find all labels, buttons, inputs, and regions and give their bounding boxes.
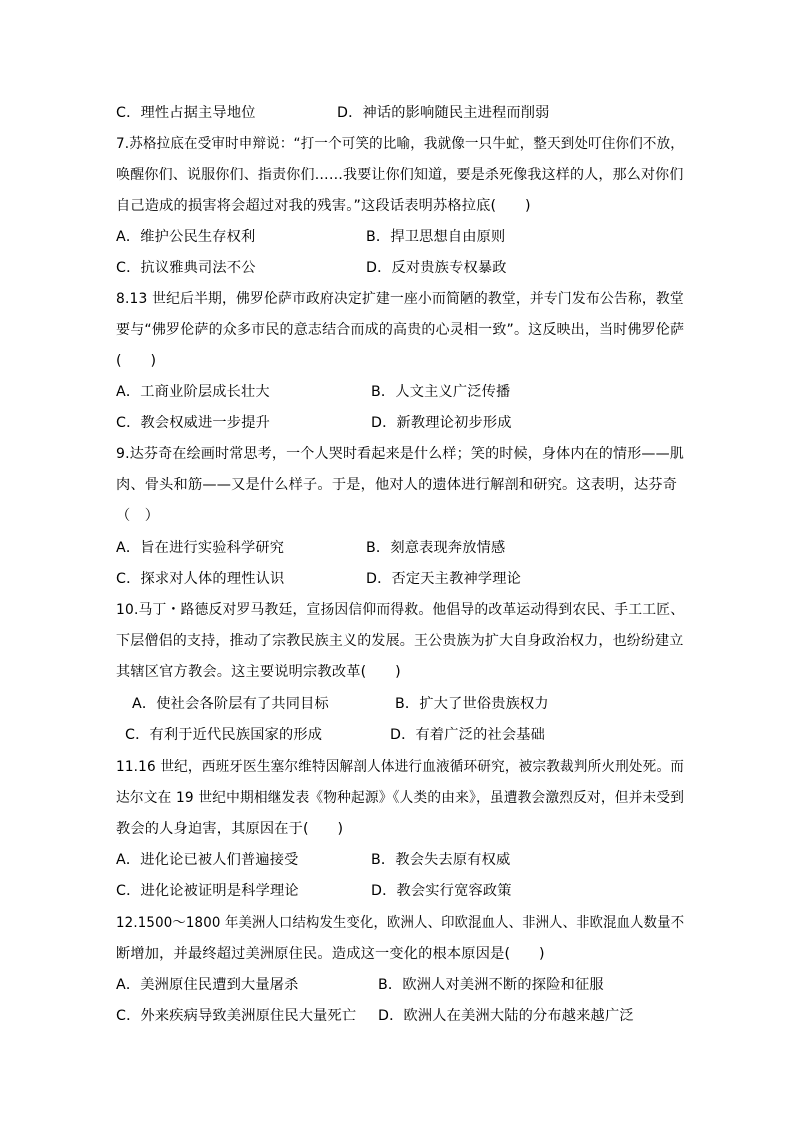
q8-option-d: D．新教理论初步形成 <box>371 415 512 431</box>
q10-option-b: B．扩大了世俗贵族权力 <box>395 696 549 712</box>
q8-option-b: B．人文主义广泛传播 <box>371 384 511 400</box>
q12-stem-line-2: 断增加，并最终超过美洲原住民。造成这一变化的根本原因是( ) <box>116 946 545 962</box>
q11-stem-line-2: 达尔文在 19 世纪中期相继发表《物种起源》《人类的由来》，虽遭教会激烈反对，但并未受到 <box>116 790 685 806</box>
q8-option-c: C．教会权威进一步提升 <box>116 415 270 431</box>
q8-option-a: A．工商业阶层成长壮大 <box>116 384 270 400</box>
q11-option-b: B．教会失去原有权威 <box>371 852 511 868</box>
q7-stem-line-2: 唤醒你们、说服你们、指责你们……我要让你们知道，要是杀死像我这样的人，那么对你们 <box>116 167 684 183</box>
q9-stem-line-2: 肉、骨头和筋——又是什么样子。于是，他对人的遗体进行解剖和研究。这表明，达芬奇 <box>116 477 678 493</box>
q6-option-c: C．理性占据主导地位 <box>116 105 256 121</box>
q9-stem-line-3: （ ） <box>116 508 160 524</box>
q11-option-a: A．进化论已被人们普遍接受 <box>116 852 299 868</box>
q7-option-d: D．反对贵族专权暴政 <box>366 260 507 276</box>
q9-option-b: B．刻意表现奔放情感 <box>366 540 506 556</box>
q9-option-c: C．探求对人体的理性认识 <box>116 571 285 587</box>
q10-option-d: D．有着广泛的社会基础 <box>390 727 546 743</box>
q10-stem-line-3: 其辖区官方教会。这主要说明宗教改革( ) <box>116 664 401 680</box>
q12-option-c: C．外来疾病导致美洲原住民大量死亡 <box>116 1008 357 1024</box>
q10-stem-line-1: 10.马丁・路德反对罗马教廷，宣扬因信仰而得救。他倡导的改革运动得到农民、手工工匠、 <box>116 602 685 618</box>
q8-stem-line-1: 8.13 世纪后半期，佛罗伦萨市政府决定扩建一座小而简陋的教堂，并专门发布公告称，教堂 <box>116 291 684 307</box>
q7-option-b: B．捍卫思想自由原则 <box>366 229 506 245</box>
q11-stem-line-3: 教会的人身迫害，其原因在于( ) <box>116 821 344 837</box>
q12-option-b: B．欧洲人对美洲不断的探险和征服 <box>378 977 604 993</box>
q10-stem-line-2: 下层僧侣的支持，推动了宗教民族主义的发展。王公贵族为扩大自身政治权力，也纷纷建立 <box>116 633 684 649</box>
q11-option-d: D．教会实行宽容政策 <box>371 883 512 899</box>
q10-option-c: C．有利于近代民族国家的形成 <box>125 727 323 743</box>
q9-option-d: D．否定天主教神学理论 <box>366 571 522 587</box>
q11-stem-line-1: 11.16 世纪，西班牙医生塞尔维特因解剖人体进行血液循环研究，被宗教裁判所火刑处死。而 <box>116 759 685 775</box>
q12-option-d: D．欧洲人在美洲大陆的分布越来越广泛 <box>378 1008 634 1024</box>
q8-stem-line-2: 要与“佛罗伦萨的众多市民的意志结合而成的高贵的心灵相一致”。这反映出，当时佛罗伦萨 <box>116 322 685 338</box>
q12-stem-line-1: 12.1500～1800 年美洲人口结构发生变化，欧洲人、印欧混血人、非洲人、非欧混血人数量不 <box>116 915 685 931</box>
q7-option-c: C．抗议雅典司法不公 <box>116 260 256 276</box>
q8-stem-line-3: ( ) <box>116 353 157 369</box>
q12-option-a: A．美洲原住民遭到大量屠杀 <box>116 977 299 993</box>
q9-option-a: A．旨在进行实验科学研究 <box>116 540 285 556</box>
q7-option-a: A．维护公民生存权利 <box>116 229 256 245</box>
q6-option-d: D．神话的影响随民主进程而削弱 <box>337 105 550 121</box>
q7-stem-line-1: 7.苏格拉底在受审时申辩说：“打一个可笑的比喻，我就像一只牛虻，整天到处叮住你们不放， <box>116 136 684 152</box>
q9-stem-line-1: 9.达芬奇在绘画时常思考，一个人哭时看起来是什么样；笑的时候，身体内在的情形——肌 <box>116 446 685 462</box>
q10-option-a: A．使社会各阶层有了共同目标 <box>132 696 329 712</box>
q7-stem-line-3: 自己造成的损害将会超过对我的残害。”这段话表明苏格拉底( ) <box>116 198 531 214</box>
q11-option-c: C．进化论被证明是科学理论 <box>116 883 299 899</box>
